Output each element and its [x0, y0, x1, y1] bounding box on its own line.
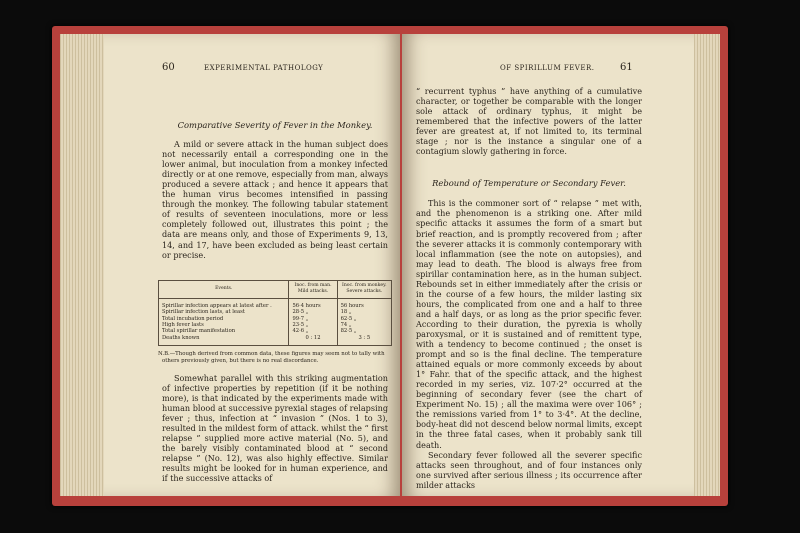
table-cell: 28·5 „ [289, 309, 337, 315]
table-cell: Total incubation period [159, 316, 289, 322]
results-table-wrap [158, 280, 392, 365]
left-page-number: 60 [162, 62, 175, 73]
table-header-man: Inoc. from man. Mild attacks. [289, 281, 337, 299]
table-cell: Spirillar infection lasts, at least [159, 309, 289, 315]
right-running-head: OF SPIRILLUM FEVER. [500, 64, 595, 72]
table-cell: 62·5 „ [337, 316, 391, 322]
table-cell: High fever lasts [159, 322, 289, 328]
table-row [159, 335, 392, 346]
left-body-2 [162, 373, 388, 484]
right-paragraph-3: Secondary fever followed all the severer specific attacks seen throughout, and of four instances only one survived after serious illness ; its occurrence after milder attacks [416, 449, 642, 490]
right-body [416, 86, 642, 490]
table-header-events: Events. [159, 281, 289, 299]
results-table [158, 280, 392, 346]
table-cell: Total spirillar manifestation [159, 328, 289, 334]
table-cell: Spirillar infection appears at latest after . [159, 298, 289, 309]
right-paragraph-1: “ recurrent typhus ” have anything of a cumulative character, or together be comparable with the longer sole attack of ordinary typhus, it might be remembered that the infective powers of the latter fever are greatest at, if not limited to, its terminal stage ; nor is the instance a singular one of a contagium slowly gathering in force. [416, 86, 642, 157]
left-page [104, 34, 400, 496]
table-cell: 99·7 „ [289, 316, 337, 322]
table-cell: 82·5 „ [337, 328, 391, 334]
right-page-number: 61 [620, 62, 633, 73]
table-header-monkey: Inoc. from monkey. Severe attacks. [337, 281, 391, 299]
left-section-title: Comparative Severity of Fever in the Monkey. [177, 120, 373, 130]
table-cell: 0 : 12 [289, 335, 337, 346]
table-cell: 56·4 hours [289, 298, 337, 309]
table-cell: 56 hours [337, 298, 391, 309]
table-cell: Deaths known [159, 335, 289, 346]
table-cell: 3 : 5 [337, 335, 391, 346]
table-cell: 42·6 „ [289, 328, 337, 334]
table-note: N.B.—Though derived from common data, these figures may seem not to tally with others previously given, but there is no real discordance. [158, 351, 385, 365]
table-row [159, 298, 392, 309]
table-cell: 74 „ [337, 322, 391, 328]
table-cell: 18 „ [337, 309, 391, 315]
right-paragraph-2: This is the commoner sort of “ relapse ” met with, and the phenomenon is a striking one. After mild specific attacks it assumes the form of a smart but brief reaction, and is promptly recovered from ; after the severer attacks it is commonly contemporary with local inflammation (see the note on autopsies), and may lead to death. The blood is always free from spirillar contamination here, as in the human subject. Rebounds set in either immediately after the crisis or in the course of a few hours, the milder lasting six hours, the complicated from one and a half to three and a half days, or as long as the prior specific fever. According to their duration, the pyrexia is wholly paroxysmal, or it is sustained and of remittent type, with a tendency to become continued ; the onset is prompt and so is the final decline. The temperature attained equals or more commonly exceeds by about 1° Fahr. that of the specific attack, and the highest recorded in my series, viz. 107·2° occurred at the beginning of secondary fever (see the chart of Experiment No. 15) ; all the maxima were over 106° ; the remissions varied from 1° to 3·4°. At the decline, body-heat did not descend below normal limits, except in the three fatal cases, when it probably sank till death. [416, 198, 642, 450]
left-paragraph-2: Somewhat parallel with this striking augmentation of infective properties by repetition (if it be nothing more), is that indicated by the experiments made with human blood at successive pyrexial stages of relapsing fever ; thus, infection at “ invasion ” (Nos. 1 to 3), resulted in the mildest form of attack. whilst the “ first relapse ” supplied more active material (No. 5), and the barely visibly contaminated blood at “ second relapse ” (No. 12), was also highly effective. Similar results might be looked for in human experience, and if the successive attacks of [162, 373, 388, 484]
table-cell: 23·5 „ [289, 322, 337, 328]
left-paragraph-1: A mild or severe attack in the human subject does not necessarily entail a corresponding one in the lower animal, but inoculation from a monkey infected directly or at one remove, especially from man, always produced a severe attack ; and hence it appears that the human virus becomes intensified in passing through the monkey. The following tabular statement of results of seventeen inoculations, more or less completely followed out, illustrates this point ; the data are means only, and those of Experiments 9, 13, 14, and 17, have been excluded as being least certain or precise. [162, 139, 388, 260]
page-edges-right [692, 34, 720, 496]
right-section-title: Rebound of Temperature or Secondary Fever. [432, 178, 626, 189]
right-page [402, 34, 694, 496]
left-running-head: EXPERIMENTAL PATHOLOGY [204, 64, 324, 72]
left-body [162, 120, 388, 260]
